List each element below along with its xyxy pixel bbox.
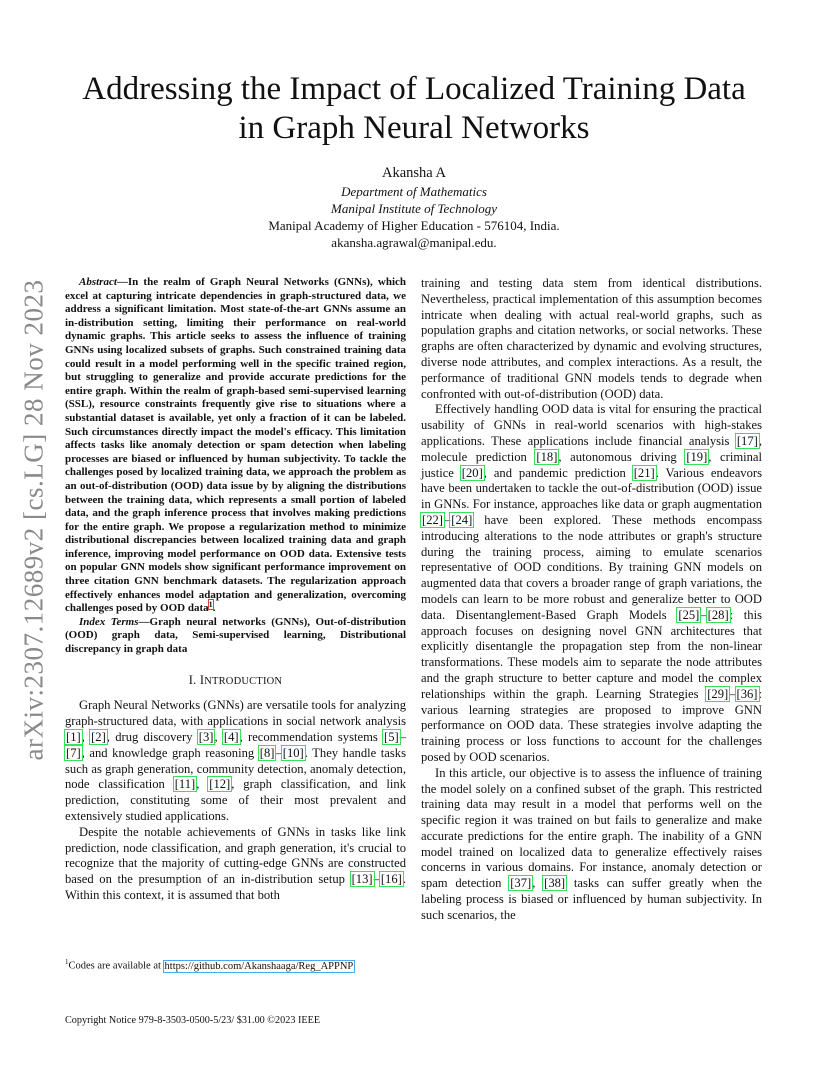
text-run: . Various endeavors have been undertaken to tackle the out-of-distribution (OOD) issue in GNNs. For instance, approaches like data or graph augmentation <box>421 465 762 512</box>
abstract-end: . <box>212 602 216 615</box>
author-name: Akansha A <box>381 165 447 181</box>
text-run: , autonomous driving <box>558 449 686 464</box>
left-column <box>65 276 406 904</box>
text-run: , <box>81 730 91 745</box>
right-paragraph-3 <box>421 766 762 924</box>
author-email: akansha.agrawal@manipal.edu. <box>331 235 497 250</box>
text-run: , recommendation systems <box>239 730 384 745</box>
citation-link[interactable]: [19] <box>686 449 708 464</box>
abstract-text: —In the realm of Graph Neural Networks (GNNs), which excel at capturing intricate dependencies in graph-structured data, we address a significant limitation. Most state-of-the-art GNNs assume an in-distribution setting, limiting their performance on real-world dynamic graphs. This article seeks to assess the influence of training GNNs using localized subsets of graphs. Such constrained training data could result in a model performing well in the specific trained region, but struggling to generalize and provide accurate predictions for the entire graph. Within the realm of graph-based semi-supervised learning (SSL), resource constraints frequently give rise to situations where a substantial dataset is available, yet only a fraction of it can be labeled. Such circumstances directly impact the model's efficacy. This limitation affects tasks like anomaly detection or spam detection when labeling processes are biased or influenced by human subjectivity. To tackle the challenges posed by localized training data, we approach the problem as an out-of-distribution (OOD) data issue by by aligning the distributions between the training data, which represents a small portion of labeled data, and the graph inference process that involves making predictions for the entire graph. We propose a regularization method to minimize distributional discrepancies between localized training data and graph inference, improving model performance on OOD data. Extensive tests on popular GNN models show significant performance improvement on three citation GNN benchmark datasets. The regularization approach effectively enhances model adaptation and generalization, overcoming challenges posed by OOD data <box>65 276 406 615</box>
text-run: – <box>443 512 451 527</box>
citation-link[interactable]: [12] <box>209 777 231 792</box>
citation-link[interactable]: [24] <box>451 512 473 527</box>
text-run: Graph Neural Networks (GNNs) are versatile tools for analyzing graph-structured data, with applications in social network analysis <box>65 698 406 729</box>
citation-link[interactable]: [8] <box>259 745 275 760</box>
section-heading-introduction <box>65 673 406 690</box>
right-paragraph-2 <box>421 402 762 765</box>
text-run: – <box>700 607 707 622</box>
text-run: have been explored. These methods encompass introducing alterations to the node attributes or graph's structure during the training process, aiming to emulate scenarios representative of OOD conditions. By training GNN models on augmented data that covers a broader range of graph variations, the models can learn to be more robust and generalize better to OOD data. Disentanglement-Based Graph Models <box>421 512 762 622</box>
text-run: : various learning strategies are proposed to improve GNN performance on OOD data. These strategies involve adapting the training process or loss functions to account for the challenges posed by OOD scenarios. <box>421 686 762 764</box>
text-run: . They handle tasks such as graph generation, community detection, anomaly detection, node classification <box>65 745 406 792</box>
text-run: , drug discovery <box>106 730 198 745</box>
citation-link[interactable]: [11] <box>174 777 196 792</box>
title-line-2: in Graph Neural Networks <box>238 110 590 146</box>
section-first-letter: I <box>199 672 205 687</box>
citation-link[interactable]: [29] <box>707 686 729 701</box>
citation-link[interactable]: [20] <box>461 465 483 480</box>
citation-link[interactable]: [10] <box>282 745 304 760</box>
text-run: , and pandemic prediction <box>483 465 633 480</box>
citation-link[interactable]: [4] <box>223 730 239 745</box>
title-line-1: Addressing the Impact of Localized Training Data <box>82 71 746 107</box>
code-repository-link[interactable]: https://github.com/Akanshaaga/Reg_APPNP <box>164 960 354 972</box>
text-run: In this article, our objective is to assess the influence of training the model solely on a confined subset of the graph. This restricted training data may result in a model that performs well on the specific region it was trained on but fails to generalize and make accurate predictions for the entire graph. The inability of a GNN model trained on localized data to generalize effectively raises concerns in various domains. For instance, anomaly detection or spam detection <box>421 765 762 891</box>
citation-link[interactable]: [37] <box>510 876 532 891</box>
text-run: , <box>214 730 223 745</box>
text-run: : this approach focuses on designing novel GNN architectures that explicitly disentangle the propagation step from the non-linear transformations. These models aim to separate the node attributes and the graph structure to better capture and model the complex relationships within the graph. Learning Strategies <box>421 607 763 701</box>
abstract <box>65 276 406 616</box>
intro-paragraph-2 <box>65 825 406 904</box>
citation-link[interactable]: [38] <box>544 876 566 891</box>
text-run: tasks can suffer greatly when the labeling process is biased or influenced by human subjectivity. In such scenarios, the <box>421 876 763 922</box>
text-run: . Within this context, it is assumed that both <box>65 872 406 902</box>
footnote-mark: 1 <box>65 958 69 966</box>
abstract-label: Abstract <box>79 276 117 288</box>
right-paragraph-1: training and testing data stem from identical distributions. Nevertheless, practical implementation of this assumption becomes intricate when dealing with actual real-world graphs, such as population graphs and citation networks, or social networks. These graphs are often characterized by dynamic and evolving structures, diverse node attributes, and complex interactions. As a result, the performance of traditional GNN models tends to degrade when confronted with out-of-distribution (OOD) data. <box>421 276 762 401</box>
index-terms-text: —Graph neural networks (GNNs), Out-of-distribution (OOD) graph data, Semi-supervised learning, Distributional discrepancy in graph data <box>65 615 406 656</box>
text-run: , <box>532 876 544 891</box>
author-department: Department of Mathematics <box>341 184 487 199</box>
citation-link[interactable]: [25] <box>678 607 700 622</box>
citation-link[interactable]: [17] <box>736 433 758 448</box>
paper-title <box>60 70 768 148</box>
citation-link[interactable]: [3] <box>198 730 214 745</box>
footnote-1-link[interactable]: 1 <box>208 599 213 609</box>
citation-link[interactable]: [28] <box>707 607 729 622</box>
citation-link[interactable]: [36] <box>736 686 758 701</box>
section-title-rest: NTRODUCTION <box>204 675 283 687</box>
text-run: Despite the notable achievements of GNNs in tasks like link prediction, node classification, and graph generation, it's crucial to recognize that the majority of cutting-edge GNNs are constructed based on the presumption of an in-distribution setup <box>65 824 406 887</box>
citation-link[interactable]: [13] <box>351 872 373 887</box>
citation-link[interactable]: [5] <box>384 730 399 745</box>
arxiv-sidebar-stamp <box>14 280 54 760</box>
citation-link[interactable]: [1] <box>66 730 81 745</box>
text-run: – <box>275 745 282 760</box>
text-run: , graph classification, and link prediction, constituting some of their most prevalent and extensively studied applications. <box>65 777 406 823</box>
citation-link[interactable]: [22] <box>422 512 443 527</box>
footnote-text: Codes are available at <box>68 960 164 972</box>
text-run: – <box>373 872 380 887</box>
citation-link[interactable]: [7] <box>66 745 81 760</box>
text-run: , <box>196 777 209 792</box>
citation-link[interactable]: [16] <box>380 872 402 887</box>
section-number: I. <box>188 672 197 687</box>
arxiv-identifier: arXiv:2307.12689v2 [cs.LG] 28 Nov 2023 <box>18 279 49 761</box>
text-run: Effectively handling OOD data is vital for ensuring the practical usability of GNNs in real-world scenarios with high-stakes applications. These applications include financial analysis <box>421 402 762 448</box>
text-run: , and knowledge graph reasoning <box>81 745 259 760</box>
text-run: , molecule prediction <box>421 433 762 464</box>
text-run: – <box>399 730 407 745</box>
text-run: , criminal justice <box>421 449 763 480</box>
index-terms <box>65 616 406 657</box>
right-column <box>421 276 762 924</box>
intro-paragraph-1 <box>65 698 406 824</box>
footnote <box>65 956 406 973</box>
author-block <box>200 164 628 251</box>
text-run: – <box>729 686 736 701</box>
citation-link[interactable]: [18] <box>536 449 558 464</box>
citation-link[interactable]: [2] <box>91 730 106 745</box>
citation-link[interactable]: [21] <box>633 465 655 480</box>
author-academy: Manipal Academy of Higher Education - 576104, India. <box>268 218 560 233</box>
author-institute: Manipal Institute of Technology <box>331 201 497 216</box>
copyright-notice: Copyright Notice 979-8-3503-0500-5/23/ $31.00 ©2023 IEEE <box>65 1015 321 1026</box>
index-terms-label: Index Terms <box>79 615 139 628</box>
